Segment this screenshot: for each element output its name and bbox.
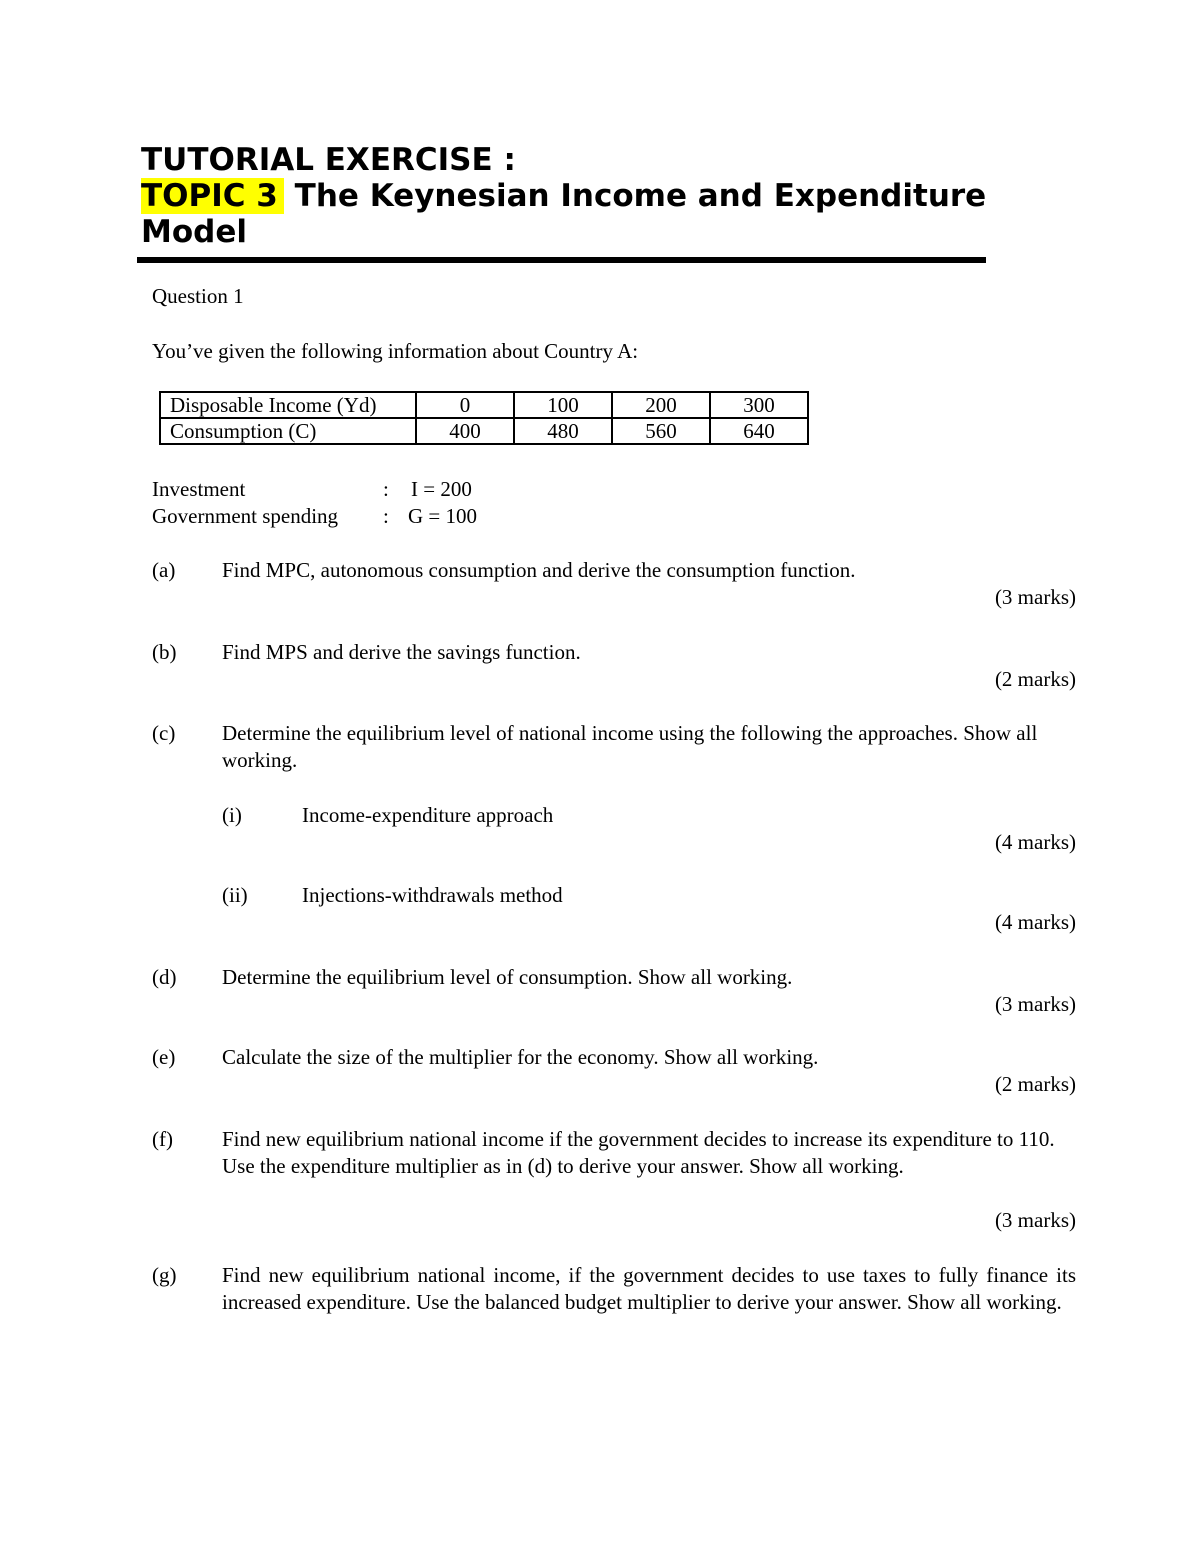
table-cell: 0 bbox=[416, 392, 514, 418]
part-e-letter: (e) bbox=[152, 1045, 176, 1069]
table-cell: 560 bbox=[612, 418, 710, 444]
part-d-marks: (3 marks) bbox=[994, 992, 1076, 1016]
government-spending-value: G = 100 bbox=[408, 504, 478, 528]
heading-tutorial-exercise: TUTORIAL EXERCISE : bbox=[141, 142, 516, 178]
topic-label-highlight: TOPIC 3 bbox=[141, 178, 284, 214]
part-c-i-marks: (4 marks) bbox=[994, 830, 1076, 854]
table-cell: 640 bbox=[710, 418, 808, 444]
part-a-text: Find MPC, autonomous consumption and derive the consumption function. bbox=[222, 558, 856, 582]
table-cell: 480 bbox=[514, 418, 612, 444]
part-c-text: Determine the equilibrium level of national income using the following the approaches. Show all working. bbox=[222, 721, 1038, 772]
table-row bbox=[160, 392, 808, 418]
investment-separator: : bbox=[383, 477, 389, 501]
heading-divider bbox=[137, 257, 986, 263]
part-d-text: Determine the equilibrium level of consumption. Show all working. bbox=[222, 965, 793, 989]
row-label: Disposable Income (Yd) bbox=[160, 392, 416, 418]
topic-title: The Keynesian Income and Expenditure bbox=[283, 178, 987, 214]
table-cell: 200 bbox=[612, 392, 710, 418]
table-row bbox=[160, 418, 808, 444]
part-c-i-text: Income-expenditure approach bbox=[302, 803, 554, 827]
part-g-letter: (g) bbox=[152, 1263, 177, 1287]
investment-label: Investment bbox=[152, 477, 246, 501]
part-e-text: Calculate the size of the multiplier for the economy. Show all working. bbox=[222, 1045, 819, 1069]
question-label: Question 1 bbox=[152, 284, 244, 308]
part-f-marks: (3 marks) bbox=[994, 1208, 1076, 1232]
part-c-letter: (c) bbox=[152, 721, 176, 745]
heading-topic-continued: Model bbox=[141, 214, 247, 250]
part-a-marks: (3 marks) bbox=[994, 585, 1076, 609]
part-e-marks: (2 marks) bbox=[994, 1072, 1076, 1096]
part-f-text: Find new equilibrium national income if the government decides to increase its expenditure to 110. Use the expenditure multiplier as in (d) to derive your answer. Show all working. bbox=[222, 1127, 1055, 1178]
investment-value: I = 200 bbox=[411, 477, 472, 501]
part-d-letter: (d) bbox=[152, 965, 177, 989]
income-consumption-table bbox=[159, 391, 809, 445]
part-c-ii-letter: (ii) bbox=[222, 883, 248, 907]
part-c-i-letter: (i) bbox=[222, 803, 242, 827]
part-g-text: Find new equilibrium national income, if the government decides to use taxes to fully finance its increased expenditure. Use the balanced budget multiplier to derive your answer. Show all working. bbox=[222, 1263, 1076, 1314]
part-b-letter: (b) bbox=[152, 640, 177, 664]
part-b-marks: (2 marks) bbox=[994, 667, 1076, 691]
row-label: Consumption (C) bbox=[160, 418, 416, 444]
table-cell: 300 bbox=[710, 392, 808, 418]
heading-topic bbox=[141, 178, 986, 214]
part-f-letter: (f) bbox=[152, 1127, 173, 1151]
table-cell: 100 bbox=[514, 392, 612, 418]
part-b-text: Find MPS and derive the savings function. bbox=[222, 640, 581, 664]
part-a-letter: (a) bbox=[152, 558, 176, 582]
government-spending-separator: : bbox=[383, 504, 389, 528]
part-c-ii-marks: (4 marks) bbox=[994, 910, 1076, 934]
government-spending-label: Government spending bbox=[152, 504, 339, 528]
table-cell: 400 bbox=[416, 418, 514, 444]
question-intro: You’ve given the following information about Country A: bbox=[152, 339, 639, 363]
part-c-ii-text: Injections-withdrawals method bbox=[302, 883, 563, 907]
